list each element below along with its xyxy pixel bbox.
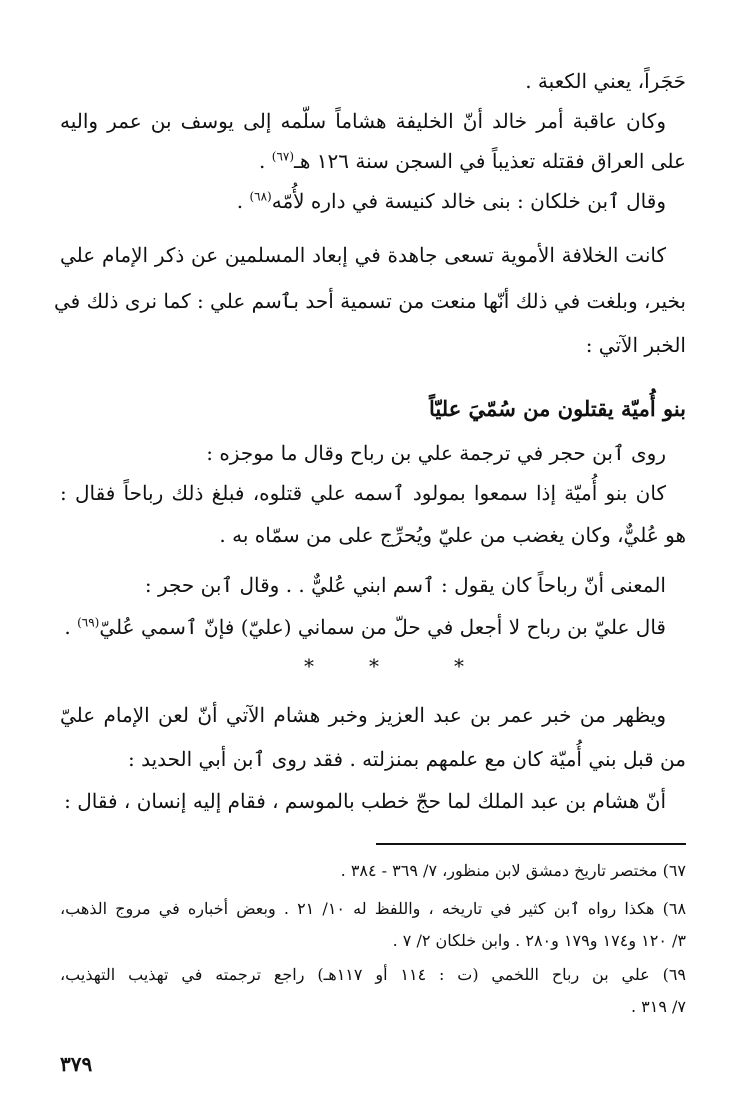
body-line-10: هو عُليٌّ، وكان يغضب من عليّ ويُحرِّج على من سمّاه به .: [219, 523, 686, 547]
footnote-68-continued: ٣/ ١٢٠ و١٧٤ و١٧٩ و٢٨٠ . وابن خلكان ٢/ ٧ .: [392, 931, 686, 950]
body-line-7: الخبر الآتي :: [585, 333, 686, 357]
footnote-ref-69: (٦٩): [77, 615, 100, 630]
body-line-1: حَجَراً، يعني الكعبة .: [525, 69, 686, 93]
footnote-67: ٦٧) مختصر تاريخ دمشق لابن منظور، ٧/ ٣٦٩ - ٣٨٤ .: [340, 861, 686, 880]
body-line-3: على العراق فقتله تعذيباً في السجن سنة ١٢٦ هـ$^{(٦٧)}$ .: [259, 149, 686, 173]
body-line-2: وكان عاقبة أمر خالد أنّ الخليفة هشاماً سلّمه إلى يوسف بن عمر واليه: [60, 109, 666, 133]
separator-star: *: [304, 654, 314, 678]
footnote-divider: [376, 843, 686, 845]
footnote-ref-67: (٦٧): [271, 149, 295, 164]
separator-star: *: [454, 654, 464, 678]
body-line-6: بخير، وبلغت في ذلك أنّها منعت من تسمية أحد بٱسم علي : كما نرى ذلك في: [54, 289, 686, 313]
section-heading: بنو أُميّة يقتلون من سُمّيَ عليّاً: [429, 396, 686, 421]
body-line-9: كان بنو أُميّة إذا سمعوا بمولود ٱسمه علي قتلوه، فبلغ ذلك رباحاً فقال :: [60, 481, 666, 505]
body-line-5: كانت الخلافة الأموية تسعى جاهدة في إبعاد المسلمين عن ذكر الإمام علي: [60, 243, 666, 267]
body-line-12: قال عليّ بن رباح لا أجعل في حلّ من سماني (عليّ) فإنّ ٱسمي عُليّ$^{(٦٩)}$ .: [64, 615, 666, 639]
footnote-69-continued: ٧/ ٣١٩ .: [630, 997, 686, 1016]
footnote-69: ٦٩) علي بن رباح اللخمي (ت : ١١٤ أو ١١٧هـ) راجع ترجمته في تهذيب التهذيب،: [60, 965, 687, 984]
separator-star: *: [369, 654, 379, 678]
footnote-68: ٦٨) هكذا رواه ٱبن كثير في تاريخه ، واللفظ له ١٠/ ٢١ . وبعض أخباره في مروج الذهب،: [60, 899, 687, 918]
body-line-13: ويظهر من خبر عمر بن عبد العزيز وخبر هشام الآتي أنّ لعن الإمام عليّ: [60, 703, 666, 727]
page-number: ٣٧٩: [60, 1052, 93, 1076]
footnote-ref-68: (٦٨): [249, 189, 272, 204]
section-separator: [0, 654, 748, 684]
body-line-15: أنّ هشام بن عبد الملك لما حجّ خطب بالموسم ، فقام إليه إنسان ، فقال :: [64, 789, 666, 813]
body-line-14: من قبل بني أُميّة كان مع علمهم بمنزلته . فقد روى ٱبن أبي الحديد :: [127, 747, 686, 771]
body-line-4: وقال ٱبن خلكان : بنى خالد كنيسة في داره لأُمّه$^{(٦٨)}$ .: [236, 189, 666, 213]
body-line-8: روى ٱبن حجر في ترجمة علي بن رباح وقال ما موجزه :: [206, 441, 666, 465]
body-line-11: المعنى أنّ رباحاً كان يقول : ٱسم ابني عُليٌّ . . وقال ٱبن حجر :: [144, 573, 666, 597]
